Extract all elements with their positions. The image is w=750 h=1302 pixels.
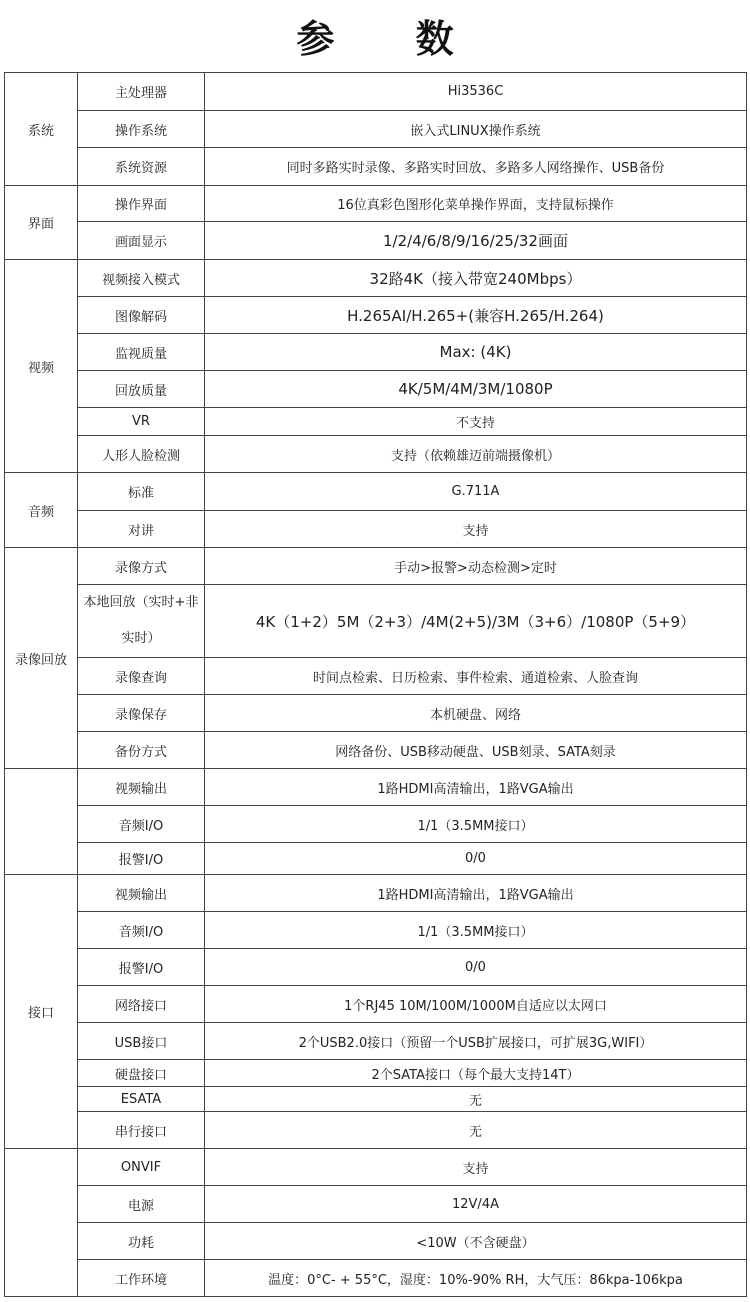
table-row [5,222,747,260]
table-row [5,186,747,222]
category-cell: 录像回放 [5,548,78,769]
table-row [5,769,747,806]
spec-value: 12V/4A [205,1186,747,1223]
table-row [5,371,747,408]
spec-label: 主处理器 [78,73,205,111]
spec-label: 录像保存 [78,695,205,732]
spec-value: 1路HDMI高清输出，1路VGA输出 [205,875,747,912]
spec-value: 支持 [205,1149,747,1186]
table-row [5,436,747,473]
table-row [5,111,747,148]
spec-label: 电源 [78,1186,205,1223]
table-row [5,334,747,371]
spec-value: 2个USB2.0接口（预留一个USB扩展接口，可扩展3G,WIFI） [205,1023,747,1060]
table-row [5,548,747,585]
spec-label: 操作系统 [78,111,205,148]
spec-value: 支持（依赖雄迈前端摄像机） [205,436,747,473]
table-row [5,73,747,111]
spec-label: 标准 [78,473,205,511]
spec-label: 音频I/O [78,806,205,843]
spec-label: 人形人脸检测 [78,436,205,473]
spec-value: 1路HDMI高清输出，1路VGA输出 [205,769,747,806]
spec-label: 录像方式 [78,548,205,585]
spec-label: 对讲 [78,511,205,548]
table-row [5,806,747,843]
spec-value: 4K（1+2）5M（2+3）/4M(2+5)/3M（3+6）/1080P（5+9） [205,585,747,658]
page-title: 参 数 [296,17,488,61]
table-row [5,260,747,297]
spec-label: 系统资源 [78,148,205,186]
table-row [5,1023,747,1060]
spec-value: 32路4K（接入带宽240Mbps） [205,260,747,297]
spec-label: 网络接口 [78,986,205,1023]
category-cell [5,769,78,875]
table-row [5,1112,747,1149]
spec-value: 1/2/4/6/8/9/16/25/32画面 [205,222,747,260]
category-cell: 系统 [5,73,78,186]
table-row [5,695,747,732]
spec-label: 硬盘接口 [78,1060,205,1087]
spec-label: 本地回放（实时+非实时） [78,585,205,658]
spec-table [4,72,747,1297]
table-row [5,875,747,912]
table-row [5,1149,747,1186]
category-cell: 音频 [5,473,78,548]
table-row [5,1186,747,1223]
spec-label: 串行接口 [78,1112,205,1149]
table-row [5,408,747,436]
spec-value: 时间点检索、日历检索、事件检索、通道检索、人脸查询 [205,658,747,695]
category-cell [5,1149,78,1297]
table-row [5,732,747,769]
spec-label: 监视质量 [78,334,205,371]
table-row [5,986,747,1023]
spec-label: ONVIF [78,1149,205,1186]
spec-label: 视频接入模式 [78,260,205,297]
spec-label: USB接口 [78,1023,205,1060]
spec-value: 支持 [205,511,747,548]
spec-value: <10W（不含硬盘） [205,1223,747,1260]
table-row [5,511,747,548]
table-row [5,1260,747,1297]
spec-label: ESATA [78,1087,205,1112]
table-row [5,1223,747,1260]
table-row [5,148,747,186]
spec-value: 网络备份、USB移动硬盘、USB刻录、SATA刻录 [205,732,747,769]
spec-value: 不支持 [205,408,747,436]
spec-value: 嵌入式LINUX操作系统 [205,111,747,148]
spec-value: 本机硬盘、网络 [205,695,747,732]
category-cell: 界面 [5,186,78,260]
spec-label: 视频输出 [78,769,205,806]
table-row [5,658,747,695]
spec-value: 1/1（3.5MM接口） [205,806,747,843]
category-cell: 接口 [5,875,78,1149]
spec-label: 操作界面 [78,186,205,222]
spec-value: 16位真彩色图形化菜单操作界面，支持鼠标操作 [205,186,747,222]
table-row [5,585,747,658]
table-row [5,912,747,949]
spec-label: 报警I/O [78,843,205,875]
spec-value: Max: (4K) [205,334,747,371]
table-row [5,843,747,875]
spec-value: H.265AI/H.265+(兼容H.265/H.264) [205,297,747,334]
spec-value: 同时多路实时录像、多路实时回放、多路多人网络操作、USB备份 [205,148,747,186]
spec-value: 4K/5M/4M/3M/1080P [205,371,747,408]
spec-label: 录像查询 [78,658,205,695]
spec-label: 功耗 [78,1223,205,1260]
spec-label: 视频输出 [78,875,205,912]
table-row [5,1060,747,1087]
spec-value: 0/0 [205,843,747,875]
table-row [5,297,747,334]
spec-value: 1/1（3.5MM接口） [205,912,747,949]
category-cell: 视频 [5,260,78,473]
spec-value: 手动>报警>动态检测>定时 [205,548,747,585]
spec-label: 画面显示 [78,222,205,260]
spec-label: 工作环境 [78,1260,205,1297]
spec-label: VR [78,408,205,436]
spec-label: 报警I/O [78,949,205,986]
spec-value: G.711A [205,473,747,511]
spec-label: 备份方式 [78,732,205,769]
spec-label: 音频I/O [78,912,205,949]
spec-value: Hi3536C [205,73,747,111]
spec-label: 图像解码 [78,297,205,334]
spec-value: 温度：0°C- + 55°C，湿度：10%-90% RH，大气压：86kpa-106kpa [205,1260,747,1297]
spec-value: 无 [205,1087,747,1112]
spec-value: 无 [205,1112,747,1149]
spec-value: 1个RJ45 10M/100M/1000M自适应以太网口 [205,986,747,1023]
table-row [5,949,747,986]
table-row [5,473,747,511]
table-row [5,1087,747,1112]
spec-value: 0/0 [205,949,747,986]
spec-value: 2个SATA接口（每个最大支持14T） [205,1060,747,1087]
spec-label: 回放质量 [78,371,205,408]
